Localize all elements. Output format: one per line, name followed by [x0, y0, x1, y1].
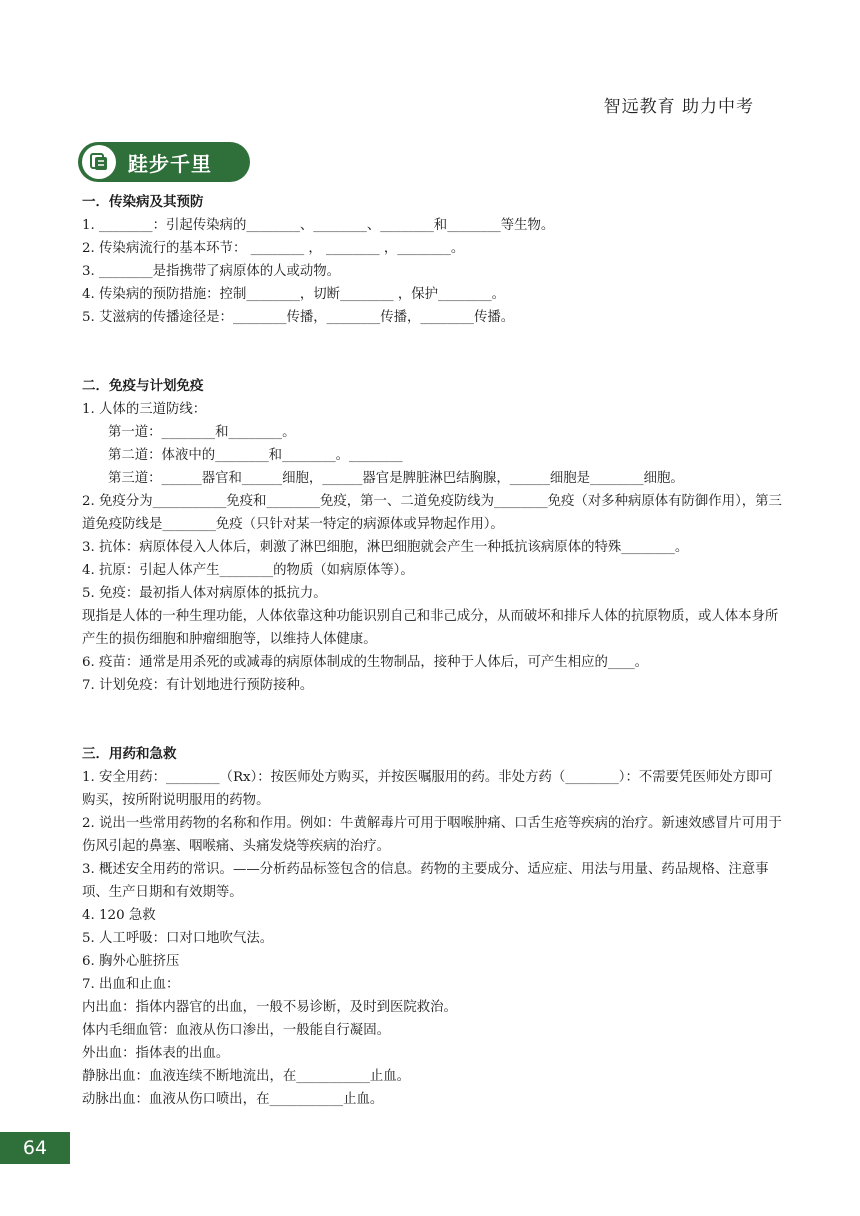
text-line: 现指是人体的一种生理功能，人体依靠这种功能识别自己和非己成分，从而破坏和排斥人体的抗原物质，或人体本身所产生的损伤细胞和肿瘤细胞等，以维持人体健康。	[82, 609, 779, 647]
page-number: 64	[0, 1132, 70, 1164]
text-line: 1. 人体的三道防线：	[82, 402, 207, 417]
section-title: 二．免疫与计划免疫	[82, 378, 204, 394]
worksheet-content	[82, 191, 782, 1111]
text-line: 动脉出血：血液从伤口喷出，在___________止血。	[82, 1092, 384, 1107]
text-line: 4. 抗原：引起人体产生________的物质（如病原体等）。	[82, 563, 414, 578]
text-line: 6. 疫苗：通常是用杀死的或减毒的病原体制成的生物制品，接种于人体后，可产生相应的____。	[82, 655, 649, 670]
text-line: 2. 免疫分为___________免疫和________免疫，第一、二道免疫防线为________免疫（对多种病原体有防御作用），第三道免疫防线是________免疫（只针对某一特定的病源体或异物起作用）。	[82, 494, 782, 532]
text-line: 内出血：指体内器官的出血，一般不易诊断，及时到医院救治。	[82, 1000, 457, 1015]
banner-title: 跬步千里	[128, 151, 212, 176]
section-title: 三．用药和急救	[82, 746, 177, 762]
text-line: 静脉出血：血液连续不断地流出，在___________止血。	[82, 1069, 411, 1084]
header-brand: 智远教育 助力中考	[603, 97, 754, 117]
text-line: 第三道：______器官和______细胞，______器官是脾脏淋巴结胸腺，______细胞是________细胞。	[108, 471, 684, 486]
text-line: 2. 说出一些常用药物的名称和作用。例如：牛黄解毒片可用于咽喉肿痛、口舌生疮等疾病的治疗。新速效感冒片可用于伤风引起的鼻塞、咽喉痛、头痛发烧等疾病的治疗。	[82, 816, 782, 854]
text-line: 6. 胸外心脏挤压	[82, 954, 180, 969]
text-line: 7. 计划免疫：有计划地进行预防接种。	[82, 678, 314, 693]
document-icon	[82, 145, 116, 179]
text-line: 5. 艾滋病的传播途径是：________传播，________传播，________传播。	[82, 310, 515, 325]
text-line: 5. 免疫：最初指人体对病原体的抵抗力。	[82, 586, 327, 601]
text-line: 外出血：指体表的出血。	[82, 1046, 230, 1061]
text-line: 体内毛细血管：血液从伤口渗出，一般能自行凝固。	[82, 1023, 390, 1038]
text-line: 3. 概述安全用药的常识。——分析药品标签包含的信息。药物的主要成分、适应症、用法与用量、药品规格、注意事项、生产日期和有效期等。	[82, 862, 769, 900]
section-banner	[78, 142, 250, 182]
text-line: 1. ________：引起传染病的________、________、________和________等生物。	[82, 218, 555, 233]
text-line: 2. 传染病流行的基本环节： ________ ， ________ ，________。	[82, 241, 465, 256]
section-title: 一．传染病及其预防	[82, 194, 204, 210]
text-line: 1. 安全用药：________（Rx）：按医师处方购买，并按医嘱服用的药。非处方药（________）：不需要凭医师处方即可购买，按所附说明服用的药物。	[82, 770, 773, 808]
text-line: 4. 120 急救	[82, 908, 156, 923]
text-line: 3. ________是指携带了病原体的人或动物。	[82, 264, 341, 279]
text-line: 第一道：________和________。	[108, 425, 296, 440]
text-line: 3. 抗体：病原体侵入人体后，刺激了淋巴细胞，淋巴细胞就会产生一种抵抗该病原体的特殊________。	[82, 540, 689, 555]
text-line: 第二道：体液中的________和________。________	[108, 448, 403, 463]
text-line: 5. 人工呼吸：口对口地吹气法。	[82, 931, 274, 946]
text-line: 7. 出血和止血：	[82, 977, 180, 992]
text-line: 4. 传染病的预防措施：控制________，切断________ ，保护________。	[82, 287, 506, 302]
